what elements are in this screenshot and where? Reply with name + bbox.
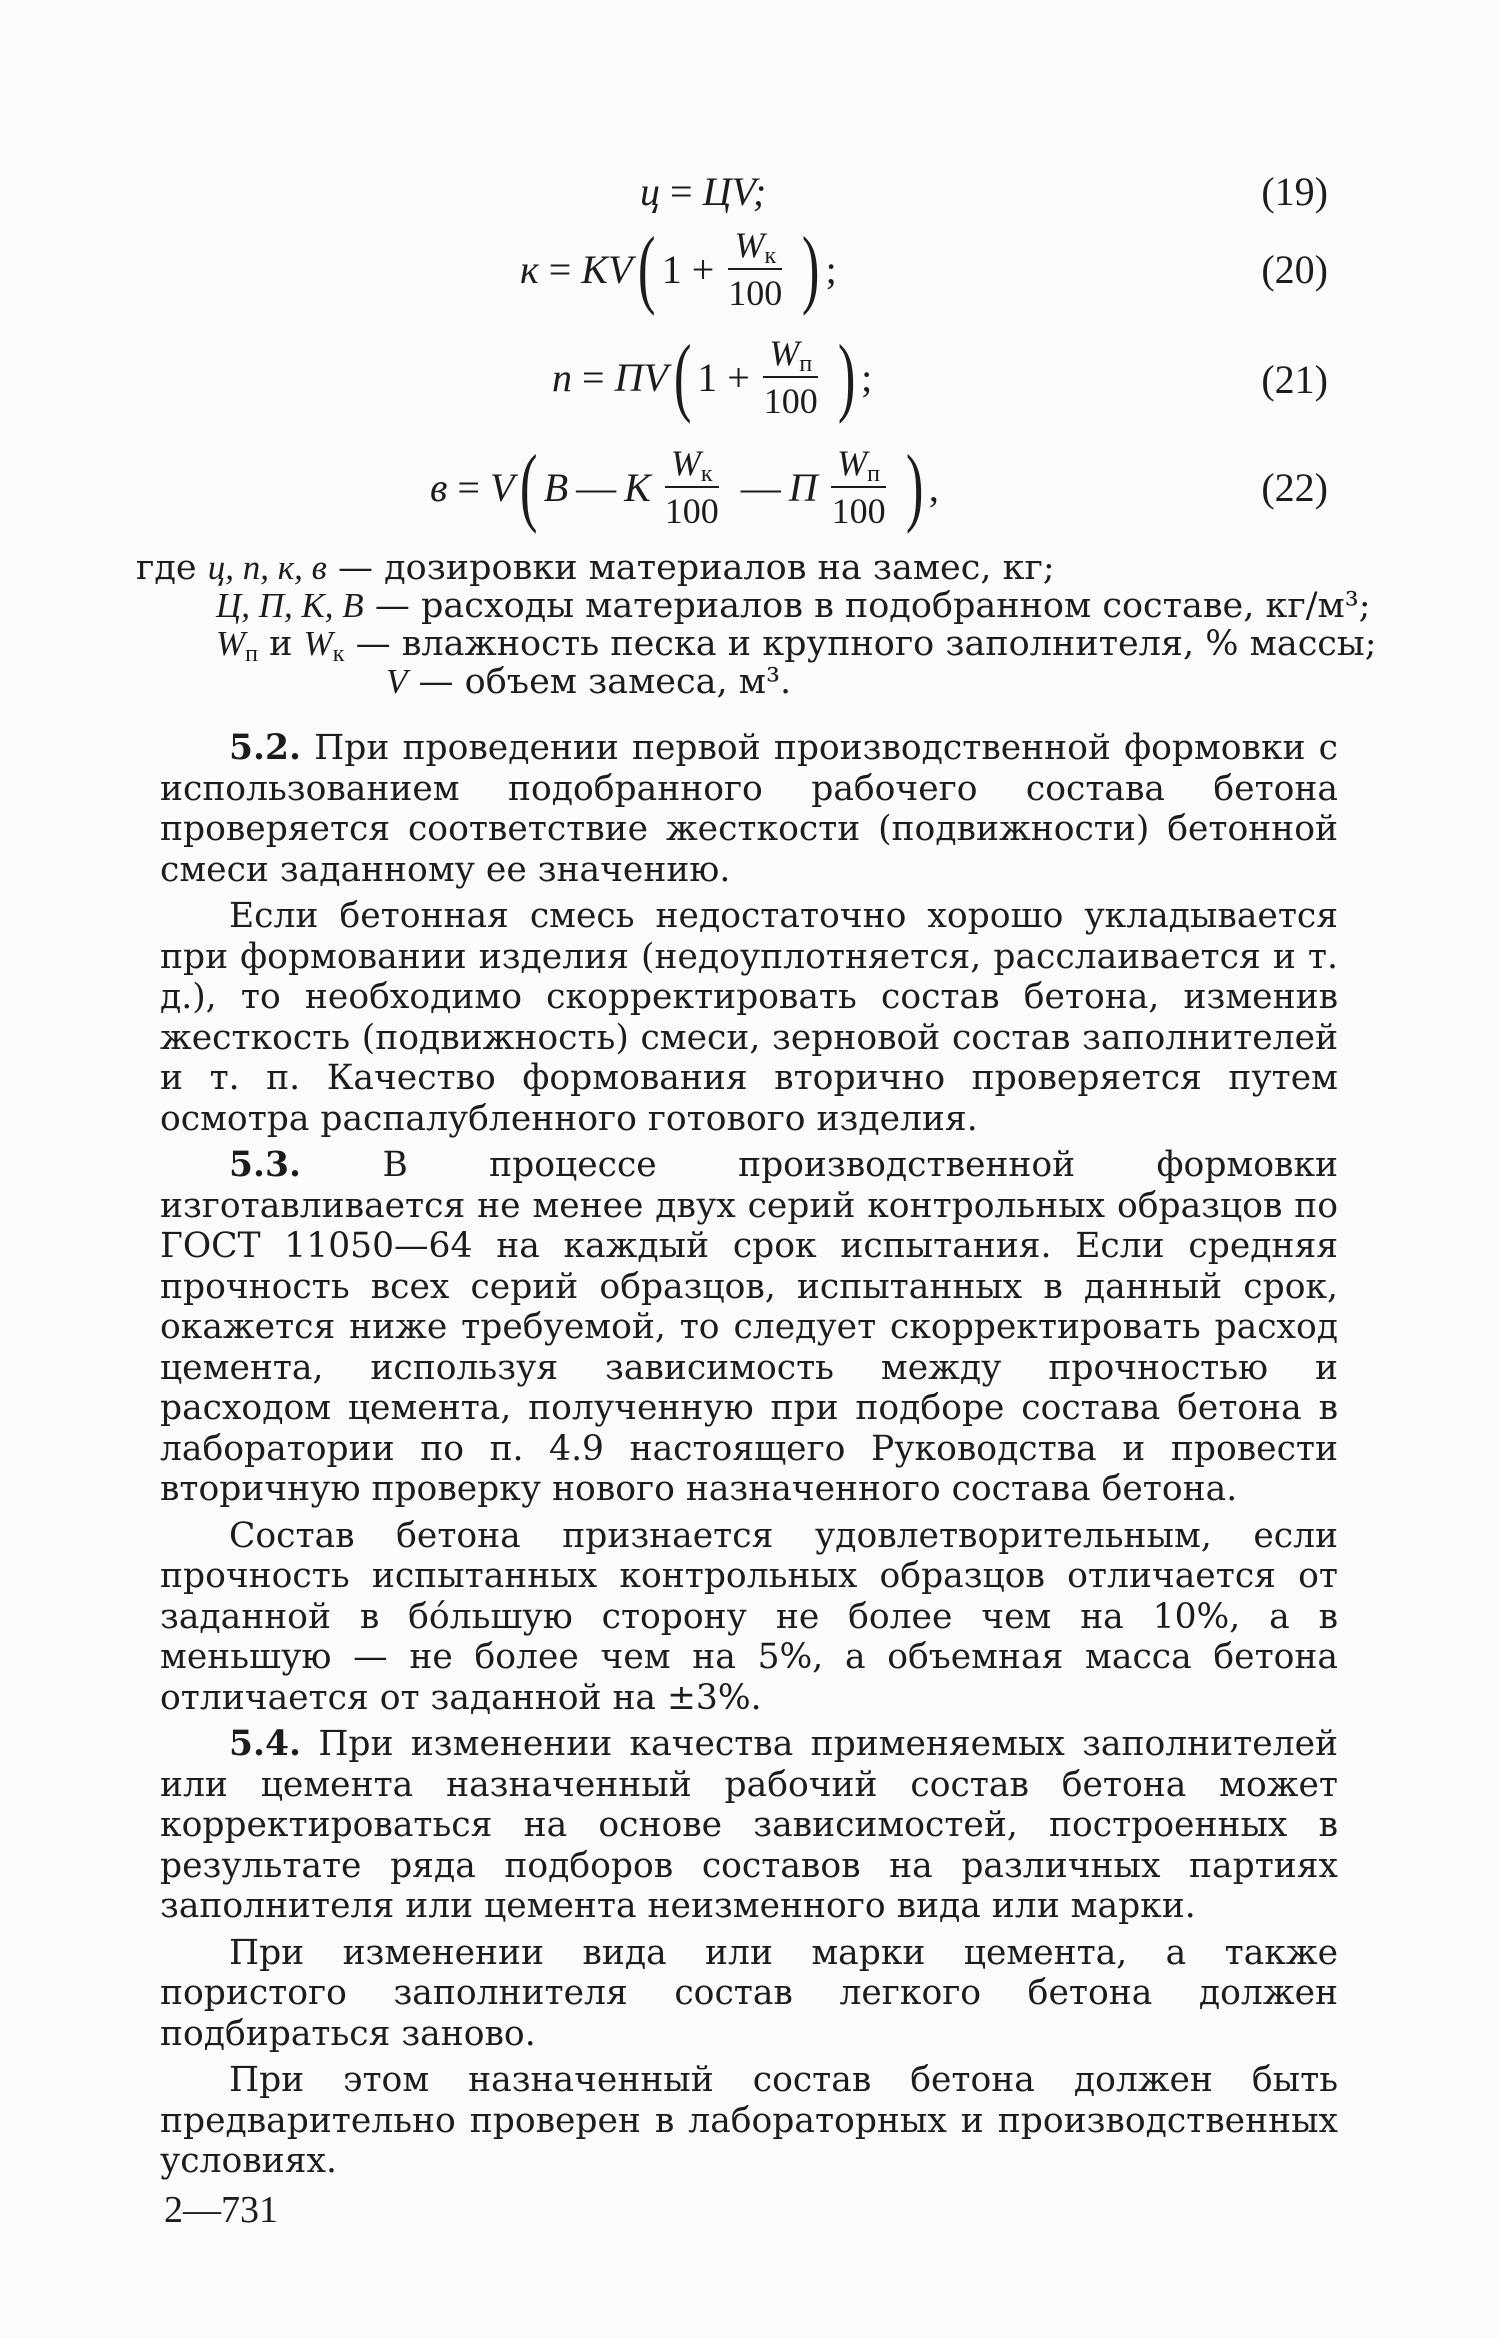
denominator: 100 [728, 273, 783, 313]
right-paren: ) [837, 328, 856, 425]
formula-22-b: В [543, 464, 569, 510]
left-paren: ( [638, 220, 656, 317]
page-signature: 2—731 [164, 2189, 278, 2231]
legend-aggregate-moisture-symbol: W [303, 624, 333, 663]
legend-row-consumption [216, 586, 1371, 626]
one: 1 + [697, 354, 750, 400]
formula-19-lhs: ц [640, 169, 660, 214]
formula-21 [0, 330, 1500, 430]
paragraph-acceptance [160, 1516, 1338, 1719]
formula-22-k: К [624, 464, 651, 510]
legend-and: и [269, 624, 293, 664]
body-text [160, 728, 1338, 2182]
equals-sign: = [670, 169, 693, 214]
formula-22-fraction-1 [659, 442, 725, 532]
paragraph-text: При изменении вида или марки цемента, а также пористого заполнителя состав легкого бетона должен подбираться заново. [160, 1932, 1338, 2054]
legend-row-dosages [136, 548, 1055, 588]
paragraph-text: При изменении качества применяемых заполнителей или цемента назначенный рабочий состав бетона может корректироваться на основе зависимостей, построенных в результате ряда подборов составов на различных партиях заполнителя или цемента неизменного вида или марки. [160, 1724, 1339, 1926]
formula-19-rhs: ЦV; [702, 169, 767, 214]
variable-legend [0, 548, 1500, 718]
paragraph-verification [160, 2060, 1338, 2182]
denominator: 100 [831, 491, 886, 531]
denominator: 100 [763, 381, 818, 421]
paragraph-cement-change [160, 1933, 1338, 2055]
paragraph-5-3 [160, 1145, 1338, 1510]
moisture-symbol: W [837, 443, 868, 483]
left-paren: ( [673, 328, 692, 425]
paragraph-text: Если бетонная смесь недостаточно хорошо укладывается при формовании изделия (недоуплотняется, расслаивается и т. д.), то необходимо скорректировать состав бетона, изменив жесткость (подвижность) смеси, зерновой состав заполнителей и т. п. Качество формования вторично проверяется путем осмотра распалубленного готового изделия. [160, 896, 1338, 1139]
moisture-subscript: к [700, 461, 713, 487]
left-paren: ( [520, 438, 538, 535]
equals-sign: = [582, 354, 605, 400]
paragraph-5-4 [160, 1724, 1338, 1927]
formula-19-number: (19) [1261, 169, 1328, 214]
formula-22-number: (22) [1261, 465, 1328, 510]
paragraph-5-2 [160, 728, 1338, 890]
one: 1 + [661, 246, 715, 292]
paragraph-forming-quality [160, 896, 1338, 1139]
paragraph-text: Состав бетона признается удовлетворительным, если прочность испытанных контрольных образцов отличается от заданной в бóльшую сторону не более чем на 10%, а в меньшую — не более чем на 5%, а объемная масса бетона отличается от заданной на ±3%. [160, 1515, 1338, 1718]
equals-sign: = [548, 246, 572, 292]
equals-sign: = [457, 464, 480, 510]
formula-22-fraction-2 [826, 442, 892, 532]
formula-20-number: (20) [1261, 247, 1328, 292]
legend-symbol-volume: V [386, 662, 408, 701]
formula-21-coef: ПV [614, 354, 668, 400]
right-paren: ) [802, 220, 820, 317]
section-number: 5.3. [229, 1145, 302, 1185]
legend-prefix: где [136, 548, 197, 588]
paragraph-text: При проведении первой производственной формовки с использованием подобранного рабочего состава бетона проверяется соответствие жесткости (подвижности) бетонной смеси заданному ее значению. [160, 728, 1338, 890]
moisture-subscript: к [764, 243, 777, 269]
formula-20-lhs: к [520, 246, 539, 292]
paragraph-text: В процессе производственной формовки изготавливается не менее двух серий контрольных образцов по ГОСТ 11050—64 на каждый срок испытания. Если средняя прочность всех серий образцов, испытанных в данный срок, окажется ниже требуемой, то следует скорректировать расход цемента, используя зависимость между прочностью и расходом цемента, полученную при подборе состава бетона в лаборатории по п. 4.9 настоящего Руководства и провести вторичную проверку нового назначенного состава бетона. [160, 1145, 1339, 1509]
section-number: 5.2. [229, 728, 302, 768]
formula-20-tail: ; [825, 246, 837, 292]
moisture-symbol: W [670, 443, 701, 483]
legend-text-volume: — объем замеса, м³. [418, 662, 792, 702]
formula-22 [0, 436, 1500, 546]
legend-symbols-consumption: Ц, П, К, В [216, 586, 364, 625]
formula-20-fraction [722, 224, 788, 314]
paragraph-text: При этом назначенный состав бетона должен быть предварительно проверен в лабораторных и производственных условиях. [160, 2060, 1338, 2181]
formula-22-lhs: в [430, 464, 448, 510]
legend-symbols-dosages: ц, п, к, в [207, 548, 327, 587]
formula-21-fraction [758, 332, 824, 422]
legend-sand-moisture-sub: п [245, 641, 258, 667]
right-paren: ) [905, 438, 924, 535]
moisture-symbol: W [769, 333, 800, 373]
section-number: 5.4. [229, 1724, 302, 1764]
formula-20 [0, 222, 1500, 322]
formula-21-lhs: п [552, 354, 572, 400]
formula-19 [0, 160, 1500, 220]
legend-aggregate-moisture-sub: к [332, 641, 345, 667]
legend-sand-moisture-symbol: W [216, 624, 246, 663]
legend-text-moisture: — влажность песка и крупного заполнителя, % массы; [355, 624, 1377, 664]
denominator: 100 [664, 491, 719, 531]
legend-text-dosages: — дозировки материалов на замес, кг; [337, 548, 1055, 588]
formula-22-tail: , [928, 464, 939, 510]
moisture-subscript: п [799, 351, 813, 377]
legend-text-consumption: — расходы материалов в подобранном составе, кг/м³; [374, 586, 1371, 626]
formula-22-p: П [788, 464, 818, 510]
minus-sign: — [576, 464, 617, 510]
formula-21-number: (21) [1261, 357, 1328, 402]
moisture-symbol: W [734, 225, 765, 265]
legend-row-volume [386, 662, 791, 702]
formula-20-coef: KV [581, 246, 633, 292]
minus-sign: — [740, 464, 781, 510]
formula-22-coef: V [489, 464, 515, 510]
moisture-subscript: п [867, 461, 880, 487]
formula-21-tail: ; [861, 354, 873, 400]
